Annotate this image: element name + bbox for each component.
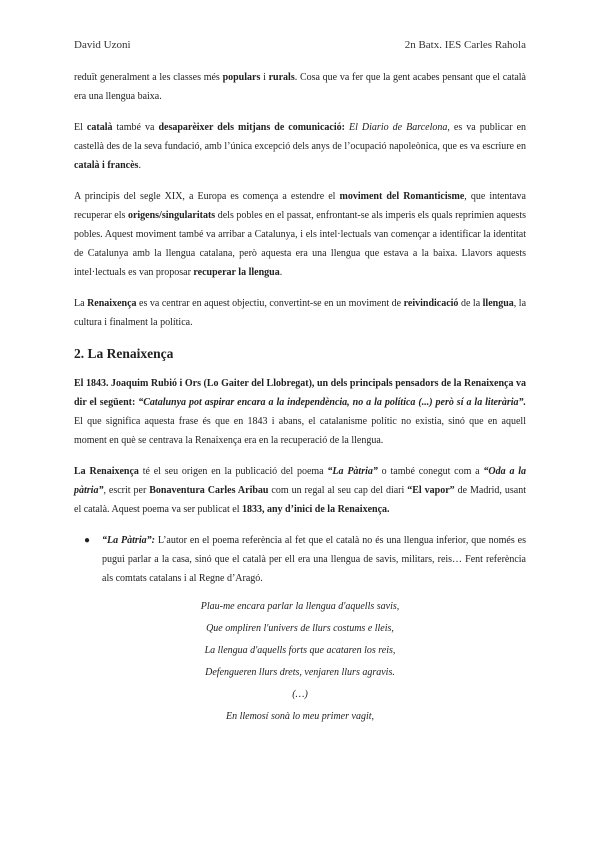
text: té el seu origen en la publicació del poema bbox=[138, 466, 328, 477]
bold-italic-title: “Oda a la pàtria” bbox=[74, 466, 527, 496]
bold-text: recuperar la llengua bbox=[193, 267, 280, 278]
text: de la bbox=[458, 298, 483, 309]
text: es va centrar en aquest objectiu, convertint-se en un moviment de bbox=[136, 298, 404, 309]
text: i bbox=[260, 72, 269, 83]
paragraph-4 bbox=[74, 294, 526, 332]
text: L’autor en el poema referència al fet que el català no és una llengua inferior, que només es pugui parlar a la casa, sinó que el català per ell era una llengua de savis, militars, reis… Fent referència als comtats catalans i al Regne d’Aragó. bbox=[102, 535, 527, 584]
page-header bbox=[74, 37, 526, 53]
text: o també conegut com a bbox=[377, 466, 484, 477]
bold-text: desaparèixer dels mitjans de comunicació: bbox=[158, 122, 345, 133]
text: , escrit per bbox=[103, 485, 150, 496]
header-course: 2n Batx. IES Carles Rahola bbox=[404, 39, 526, 51]
header-author: David Uzoni bbox=[74, 39, 131, 51]
poem-line: La llengua d'aquells forts que acataren los reis, bbox=[204, 645, 396, 656]
paragraph-5 bbox=[74, 374, 526, 450]
bold-italic-quote: “Catalunya pot aspirar encara a la independència, no a la política (...) però sí a la literària”. bbox=[138, 397, 526, 408]
paragraph-6 bbox=[74, 462, 526, 519]
paragraph-2 bbox=[74, 118, 526, 175]
bold-text: La Renaixença bbox=[74, 466, 139, 477]
bold-text: moviment del Romanticisme bbox=[339, 191, 465, 202]
text: , la cultura i finalment la política. bbox=[74, 298, 527, 328]
bold-text: català i francès bbox=[74, 160, 139, 171]
bold-text: llengua bbox=[482, 298, 514, 309]
text: La bbox=[74, 298, 88, 309]
text: com un regal al seu cap del diari bbox=[268, 485, 408, 496]
text: , es va publicar en castellà des de la seva fundació, amb l’única excepció dels anys de l’ocupació napoleònica, que es va escriure en bbox=[74, 122, 527, 152]
paragraph-3 bbox=[74, 187, 526, 282]
bold-text: El 1843. Joaquim Rubió i Ors (Lo Gaiter del Llobregat), un dels principals pensadors de la Renaixença va dir el següent: bbox=[74, 378, 526, 408]
bold-text: 1833, any d’inici de la Renaixença. bbox=[242, 504, 390, 515]
bold-text: Renaixença bbox=[87, 298, 137, 309]
text: dels pobles en el passat, enfrontant-se als imperis els quals reprimien aquests pobles. Aquest moviment també va arribar a Catalunya, i els intel·lectuals van començar a identificar la identitat de Catalunya amb la llengua catalana, però aquesta era una llengua que estava a la baixa. Llavors aquests intel·lectuals es van proposar bbox=[74, 210, 526, 278]
bold-italic-title: “La Pàtria” bbox=[327, 466, 378, 477]
document-body bbox=[74, 68, 526, 728]
text: . bbox=[279, 267, 283, 278]
text: . Cosa que va fer que la gent acabes pensant que el català era una llengua baixa. bbox=[74, 72, 526, 102]
text: . bbox=[138, 160, 141, 171]
section-heading: 2. La Renaixença bbox=[74, 346, 174, 361]
bold-text: origens/singularitats bbox=[127, 210, 216, 221]
bold-text: català bbox=[86, 122, 113, 133]
poem-line: (…) bbox=[292, 689, 308, 700]
text: de Madrid, usant el català. Aquest poema va ser publicat el bbox=[74, 485, 526, 515]
text: , que intentava recuperar els bbox=[74, 191, 526, 221]
bullet-dot-icon: ● bbox=[84, 535, 91, 546]
poem-line: Plau-me encara parlar la llengua d'aquells savis, bbox=[200, 601, 400, 612]
bold-text: rurals bbox=[268, 72, 295, 83]
poem-line: En llemosí sonà lo meu primer vagit, bbox=[225, 711, 375, 722]
bold-text: “El vapor” bbox=[407, 485, 455, 496]
text: reduït generalment a les classes més bbox=[74, 72, 223, 83]
text: també va bbox=[112, 122, 159, 133]
bold-text: populars bbox=[222, 72, 261, 83]
poem-line: Defengueren llurs drets, venjaren llurs agravis. bbox=[205, 667, 395, 678]
text: El que significa aquesta frase és que en 1843 i abans, el catalanisme polític no existia, sinó que en aquell moment en què se centrava la Renaixença era en la recuperació de la llengua. bbox=[74, 416, 526, 446]
poem-excerpt bbox=[74, 596, 526, 728]
bold-italic-title: “La Pàtria”: bbox=[102, 535, 155, 546]
bullet-item bbox=[82, 531, 526, 588]
paragraph-1 bbox=[74, 68, 526, 106]
text: A principis del segle XIX, a Europa es comença a estendre el bbox=[74, 191, 340, 202]
bold-text: reivindicació bbox=[403, 298, 459, 309]
poem-line: Que ompliren l'univers de llurs costums e lleis, bbox=[206, 623, 394, 634]
bold-text: Bonaventura Carles Aribau bbox=[149, 485, 269, 496]
italic-text: El Diario de Barcelona bbox=[349, 122, 448, 133]
text: El bbox=[74, 122, 87, 133]
